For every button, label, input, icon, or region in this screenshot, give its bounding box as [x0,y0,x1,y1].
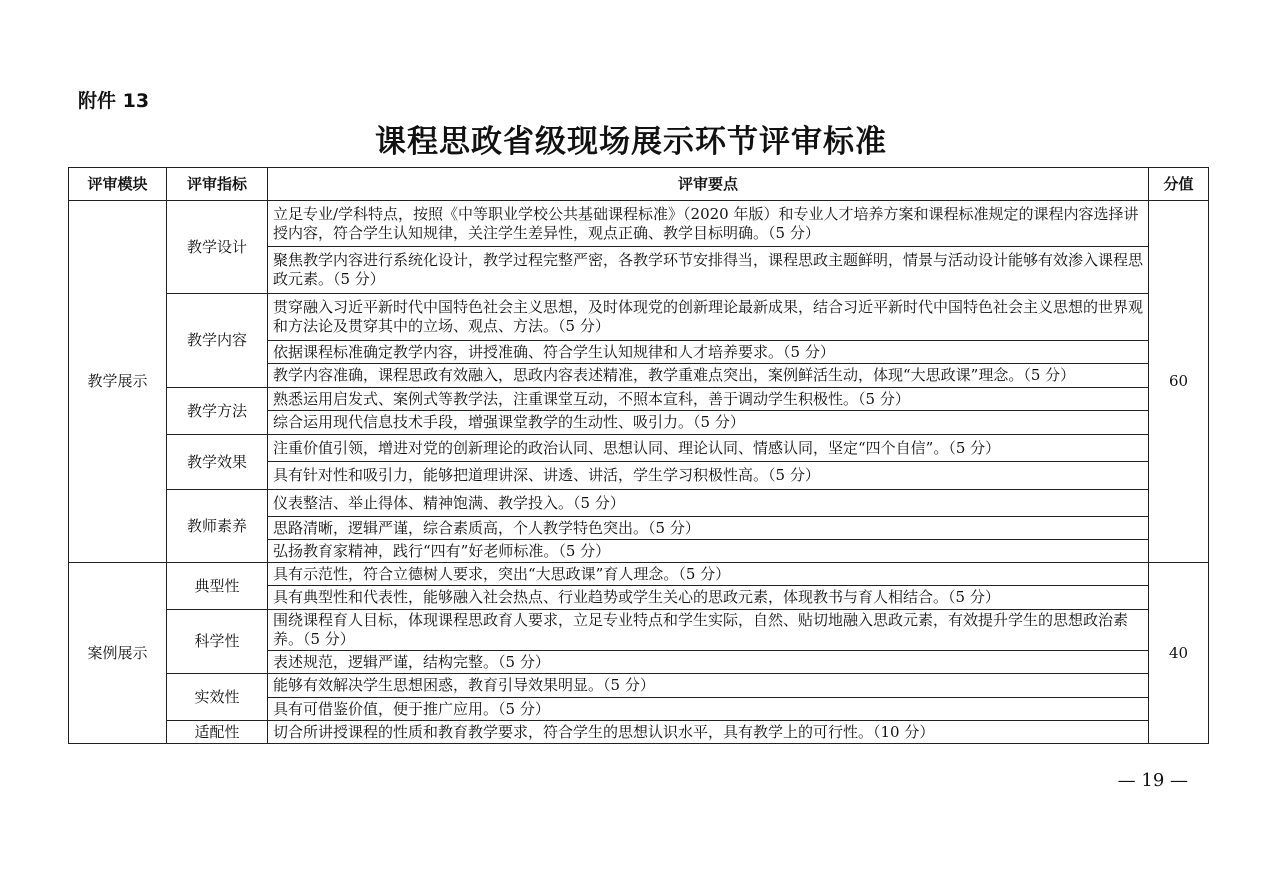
indicator-cell: 科学性 [167,610,268,674]
table-row [69,294,1209,341]
evaluation-point-cell: 弘扬教育家精神，践行“四有”好老师标准。（5 分） [268,540,1149,563]
indicator-cell: 教学内容 [167,294,268,388]
indicator-cell: 典型性 [167,563,268,610]
evaluation-point-cell: 能够有效解决学生思想困惑，教育引导效果明显。（5 分） [268,674,1149,698]
evaluation-point-cell: 切合所讲授课程的性质和教育教学要求，符合学生的思想认识水平，具有教学上的可行性。（10 分） [268,721,1149,744]
indicator-cell: 教师素养 [167,490,268,563]
evaluation-point-cell: 具有可借鉴价值，便于推广应用。（5 分） [268,698,1149,721]
table-row [69,490,1209,517]
score-cell: 40 [1149,563,1209,744]
table-body [69,201,1209,744]
indicator-cell: 教学设计 [167,201,268,294]
table-row [69,201,1209,247]
table-row [69,721,1209,744]
table-header-row [69,168,1209,201]
header-module: 评审模块 [69,168,167,201]
module-cell: 案例展示 [69,563,167,744]
document-title: 课程思政省级现场展示环节评审标准 [375,124,887,160]
table-row [69,563,1209,586]
evaluation-point-cell: 表述规范，逻辑严谨，结构完整。（5 分） [268,651,1149,674]
indicator-cell: 教学方法 [167,388,268,435]
evaluation-point-cell: 具有典型性和代表性，能够融入社会热点、行业趋势或学生关心的思政元素，体现教书与育人相结合。（5 分） [268,586,1149,610]
evaluation-point-cell: 仪表整洁、举止得体、精神饱满、教学投入。（5 分） [268,490,1149,517]
evaluation-point-cell: 围绕课程育人目标，体现课程思政育人要求，立足专业特点和学生实际，自然、贴切地融入思政元素，有效提升学生的思想政治素养。（5 分） [268,610,1149,651]
evaluation-criteria-table [68,167,1209,744]
evaluation-point-cell: 具有针对性和吸引力，能够把道理讲深、讲透、讲活，学生学习积极性高。（5 分） [268,462,1149,490]
evaluation-point-cell: 综合运用现代信息技术手段，增强课堂教学的生动性、吸引力。（5 分） [268,411,1149,435]
module-cell: 教学展示 [69,201,167,563]
indicator-cell: 教学效果 [167,435,268,490]
evaluation-point-cell: 注重价值引领，增进对党的创新理论的政治认同、思想认同、理论认同、情感认同，坚定“四个自信”。（5 分） [268,435,1149,462]
evaluation-point-cell: 贯穿融入习近平新时代中国特色社会主义思想，及时体现党的创新理论最新成果，结合习近平新时代中国特色社会主义思想的世界观和方法论及贯穿其中的立场、观点、方法。（5 分） [268,294,1149,341]
evaluation-point-cell: 立足专业/学科特点，按照《中等职业学校公共基础课程标准》（2020 年版）和专业人才培养方案和课程标准规定的课程内容选择讲授内容，符合学生认知规律，关注学生差异性，观点正确、教学目标明确。（5 分） [268,201,1149,247]
evaluation-point-cell: 熟悉运用启发式、案例式等教学法，注重课堂互动，不照本宣科，善于调动学生积极性。（5 分） [268,388,1149,411]
evaluation-point-cell: 教学内容准确，课程思政有效融入，思政内容表述精准，教学重难点突出，案例鲜活生动，体现“大思政课”理念。（5 分） [268,364,1149,388]
header-points: 评审要点 [268,168,1149,201]
evaluation-point-cell: 聚焦教学内容进行系统化设计，教学过程完整严密，各教学环节安排得当，课程思政主题鲜明，情景与活动设计能够有效渗入课程思政元素。（5 分） [268,247,1149,294]
table-row [69,610,1209,651]
header-score: 分值 [1149,168,1209,201]
indicator-cell: 适配性 [167,721,268,744]
table-row [69,388,1209,411]
score-cell: 60 [1149,201,1209,563]
annex-label: 附件 13 [78,90,150,112]
evaluation-point-cell: 具有示范性，符合立德树人要求，突出“大思政课”育人理念。（5 分） [268,563,1149,586]
page-number: — 19 — [1117,770,1188,791]
header-indicator: 评审指标 [167,168,268,201]
indicator-cell: 实效性 [167,674,268,721]
table-row [69,435,1209,462]
table-row [69,674,1209,698]
evaluation-point-cell: 思路清晰，逻辑严谨，综合素质高，个人教学特色突出。（5 分） [268,517,1149,540]
evaluation-point-cell: 依据课程标准确定教学内容，讲授准确、符合学生认知规律和人才培养要求。（5 分） [268,341,1149,364]
